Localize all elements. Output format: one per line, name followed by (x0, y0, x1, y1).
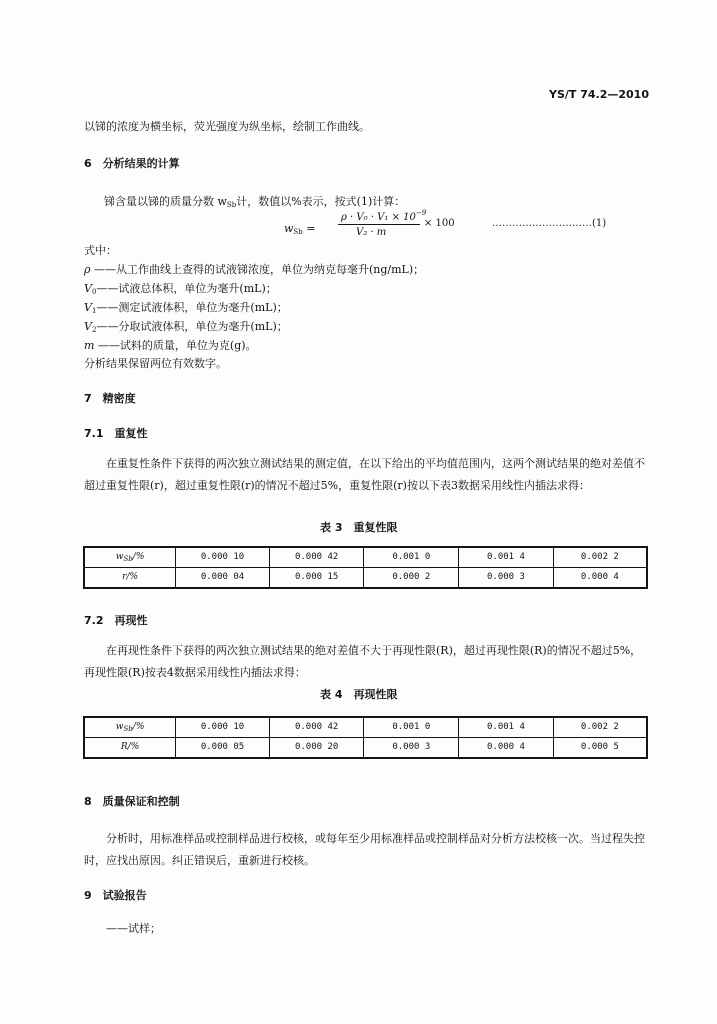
equation-number: …………………………(1) (492, 218, 607, 229)
table-cell: 0.000 15 (269, 568, 364, 589)
section-6-statement: 锑含量以锑的质量分数 $w_{Sb}$计，数值以%表示，按式(1)计算： (104, 195, 406, 209)
table-cell: 0.000 3 (459, 568, 554, 589)
table-cell: 0.001 0 (364, 547, 459, 568)
section-7-2-title: 7.2 再现性 (84, 614, 148, 627)
table-cell: 0.000 3 (364, 738, 459, 759)
table-4-caption: 表 4 再现性限 (320, 688, 398, 701)
table-cell: 0.000 10 (176, 717, 270, 738)
table-row (84, 568, 647, 589)
table-cell: 0.000 04 (176, 568, 270, 589)
table-cell: 0.001 4 (459, 547, 554, 568)
table-cell: 0.000 42 (269, 547, 364, 568)
formula-denominator: V₂ · m (356, 227, 387, 238)
table-row (84, 717, 647, 738)
table-cell: 0.000 4 (553, 568, 647, 589)
definition-v1: $V_1——$测定试液体积，单位为毫升(mL)； (84, 301, 288, 315)
row-label: $w_{Sb}/\%$ (84, 547, 176, 568)
table-cell: 0.000 5 (553, 738, 647, 759)
retain-note: 分析结果保留两位有效数字。 (84, 357, 227, 370)
table-cell: 0.002 2 (553, 717, 647, 738)
section-7-title: 7 精密度 (84, 392, 136, 405)
reproducibility-paragraph: 在再现性条件下获得的两次独立测试结果的绝对差值不大于再现性限(R)，超过再现性限(R)的情况不超过5%，再现性限(R)按表4数据采用线性内插法求得： (84, 644, 642, 679)
formula-numerator: $\rho \cdot V_0 \cdot V_1 \times 10^{-9}$ (341, 209, 427, 223)
table-cell: 0.002 2 (553, 547, 647, 568)
quality-control-paragraph: 分析时，用标准样品或控制样品进行校核，或每年至少用标准样品或控制样品对分析方法校核一次。当过程失控时，应找出原因。纠正错误后，重新进行校核。 (84, 832, 645, 867)
section-7-1-title: 7.1 重复性 (84, 427, 148, 440)
formula-lhs: $w_{Sb}$ = (284, 222, 316, 236)
table-cell: 0.001 0 (364, 717, 459, 738)
definition-v0: $V_0——$试液总体积，单位为毫升(mL)； (84, 282, 277, 296)
table-3-caption: 表 3 重复性限 (320, 521, 398, 534)
row-label: $w_{Sb}/\%$ (84, 717, 176, 738)
table-cell: 0.000 10 (176, 547, 270, 568)
repeatability-table (83, 546, 648, 589)
row-label: r/% (84, 568, 176, 589)
table-cell: 0.000 4 (459, 738, 554, 759)
definition-m: m ——试料的质量，单位为克(g)。 (84, 339, 257, 352)
definition-v2: $V_2——$分取试液体积，单位为毫升(mL)； (84, 320, 288, 334)
table-row (84, 547, 647, 568)
section-6-title: 6 分析结果的计算 (84, 157, 180, 170)
table-cell: 0.000 2 (364, 568, 459, 589)
reproducibility-table (83, 716, 648, 759)
intro-line: 以锑的浓度为横坐标，荧光强度为纵坐标，绘制工作曲线。 (84, 120, 370, 133)
table-row (84, 738, 647, 759)
row-label: R/% (84, 738, 176, 759)
formula-multiplier: × 100 (424, 218, 455, 229)
section-9-title: 9 试验报告 (84, 889, 147, 902)
doc-number: YS/T 74.2—2010 (549, 88, 649, 101)
table-cell: 0.000 20 (269, 738, 364, 759)
table-cell: 0.001 4 (459, 717, 554, 738)
table-cell: 0.000 42 (269, 717, 364, 738)
repeatability-paragraph: 在重复性条件下获得的两次独立测试结果的测定值，在以下给出的平均值范围内，这两个测试结果的绝对差值不超过重复性限(r)，超过重复性限(r)的情况不超过5%，重复性限(r)按以下表3数据采用线性内插法求得： (84, 457, 645, 492)
fraction-bar (338, 224, 420, 225)
definition-rho: ρ ——从工作曲线上查得的试液锑浓度，单位为纳克每毫升(ng/mL)； (84, 263, 425, 276)
section-8-title: 8 质量保证和控制 (84, 795, 180, 808)
table-cell: 0.000 05 (176, 738, 270, 759)
where-label: 式中： (84, 244, 117, 257)
report-item-sample: ——试样； (106, 922, 161, 935)
